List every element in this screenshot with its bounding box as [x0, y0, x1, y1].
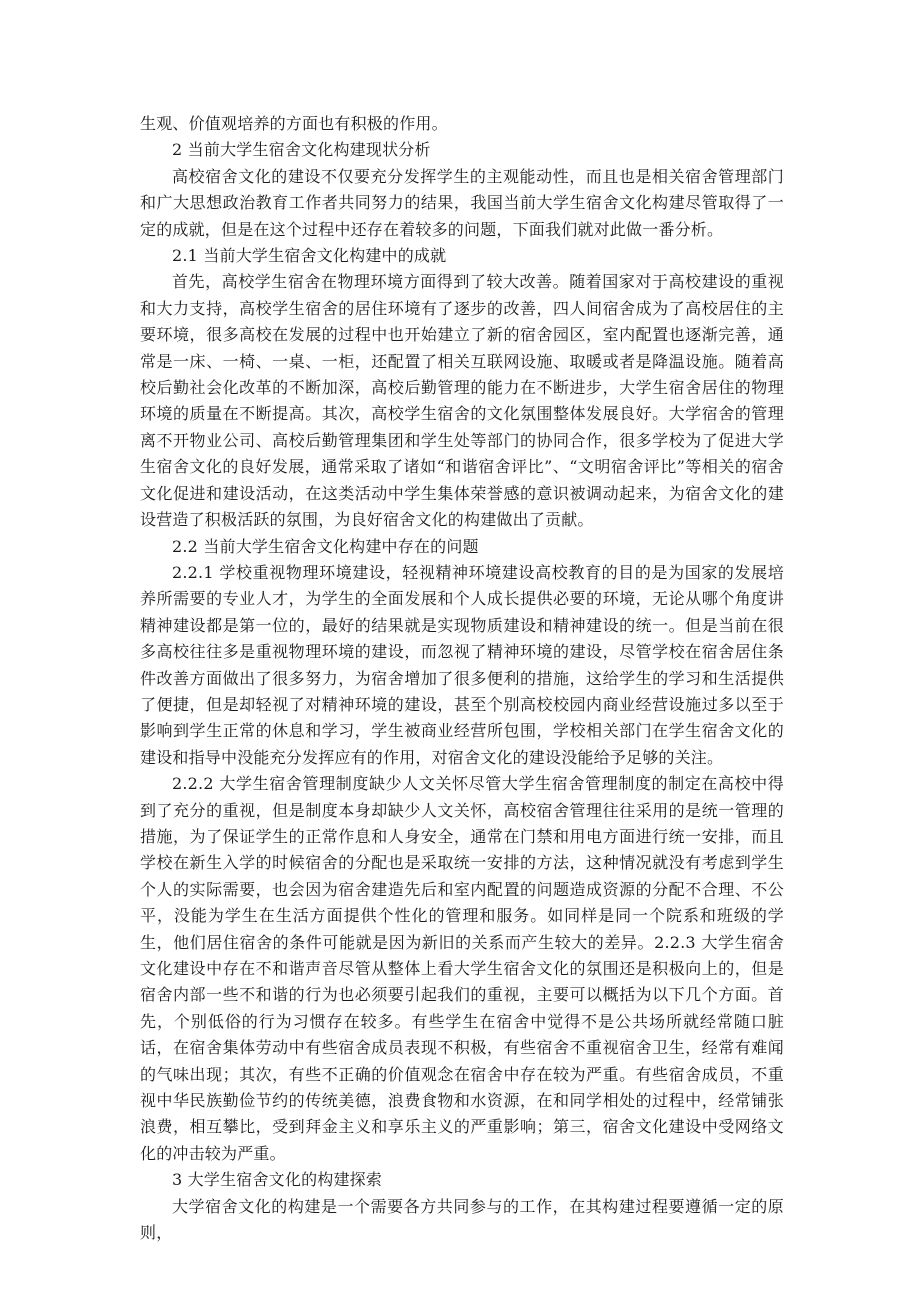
section-heading-2-2: 2.2 当前大学生宿舍文化构建中存在的问题 — [172, 536, 479, 556]
section-heading-2: 2 当前大学生宿舍文化构建现状分析 — [172, 140, 431, 160]
section-heading-2-1: 2.1 当前大学生宿舍文化构建中的成就 — [172, 246, 447, 266]
paragraph-2-1: 首先，高校学生宿舍在物理环境方面得到了较大改善。随着国家对于高校建设的重视和大力支持，高校学生宿舍的居住环境有了逐步的改善，四人间宿舍成为了高校居住的主要环境，很多高校在发展的过程中也开始建立了新的宿舍园区，室内配置也逐渐完善，通常是一床、一椅、一桌、一柜，还配置了相关互联网设施、取暖或者是降温设施。随着高校后勤社会化改革的不断加深，高校后勤管理的能力在不断进步，大学生宿舍居住的物理环境的质量在不断提高。其次，高校学生宿舍的文化氛围整体发展良好。大学宿舍的管理离不开物业公司、高校后勤管理集团和学生处等部门的协同合作，很多学校为了促进大学生宿舍文化的良好发展，通常采取了诸如“和谐宿舍评比”、“文明宿舍评比”等相关的宿舍文化促进和建设活动，在这类活动中学生集体荣誉感的意识被调动起来，为宿舍文化的建设营造了积极活跃的氛围，为良好宿舍文化的构建做出了贡献。 — [140, 272, 784, 530]
paragraph-continuation: 生观、价值观培养的方面也有积极的作用。 — [140, 114, 448, 133]
section-heading-3: 3 大学生宿舍文化的构建探索 — [172, 1170, 383, 1190]
paragraph-2-2-2: 2.2.2 大学生宿舍管理制度缺少人文关怀尽管大学生宿舍管理制度的制定在高校中得到了充分的重视，但是制度本身却缺少人文关怀，高校宿舍管理往往采用的是统一管理的措施，为了保证学生的正常作息和人身安全，通常在门禁和用电方面进行统一安排，而且学校在新生入学的时候宿舍的分配也是采取统一安排的方法，这种情况就没有考虑到学生个人的实际需要，也会因为宿舍建造先后和室内配置的问题造成资源的分配不合理、不公平，没能为学生在生活方面提供个性化的管理和服务。如同样是同一个院系和班级的学生，他们居住宿舍的条件可能就是因为新旧的关系而产生较大的差异。2.2.3 大学生宿舍文化建设中存在不和谐声音尽管从整体上看大学生宿舍文化的氛围还是积极向上的，但是宿舍内部一些不和谐的行为也必须要引起我们的重视，主要可以概括为以下几个方面。首先，个别低俗的行为习惯存在较多。有些学生在宿舍中觉得不是公共场所就经常随口脏话，在宿舍集体劳动中有些宿舍成员表现不积极，有些宿舍不重视宿舍卫生，经常有难闻的气味出现；其次，有些不正确的价值观念在宿舍中存在较为严重。有些宿舍成员，不重视中华民族勤俭节约的传统美德，浪费食物和水资源，在和同学相处的过程中，经常铺张浪费，相互攀比，受到拜金主义和享乐主义的严重影响；第三，宿舍文化建设中受网络文化的冲击较为严重。 — [140, 774, 784, 1163]
document-page — [140, 111, 784, 1246]
paragraph-2-intro: 高校宿舍文化的建设不仅要充分发挥学生的主观能动性，而且也是相关宿舍管理部门和广大思想政治教育工作者共同努力的结果，我国当前大学生宿舍文化构建尽管取得了一定的成就，但是在这个过程中还存在着较多的问题，下面我们就对此做一番分析。 — [140, 166, 784, 239]
paragraph-3: 大学宿舍文化的构建是一个需要各方共同参与的工作，在其构建过程要遵循一定的原则， — [140, 1196, 784, 1243]
paragraph-2-2-1: 2.2.1 学校重视物理环境建设，轻视精神环境建设高校教育的目的是为国家的发展培养所需要的专业人才，为学生的全面发展和个人成长提供必要的环境，无论从哪个角度讲精神建设都是第一位的，最好的结果就是实现物质建设和精神建设的统一。但是当前在很多高校往往多是重视物理环境的建设，而忽视了精神环境的建设，尽管学校在宿舍居住条件改善方面做出了很多努力，为宿舍增加了很多便利的措施，这给学生的学习和生活提供了便捷，但是却轻视了对精神环境的建设，甚至个别高校校园内商业经营设施过多以至于影响到学生正常的休息和学习，学生被商业经营所包围，学校相关部门在学生宿舍文化的建设和指导中没能充分发挥应有的作用，对宿舍文化的建设没能给予足够的关注。 — [140, 562, 784, 767]
